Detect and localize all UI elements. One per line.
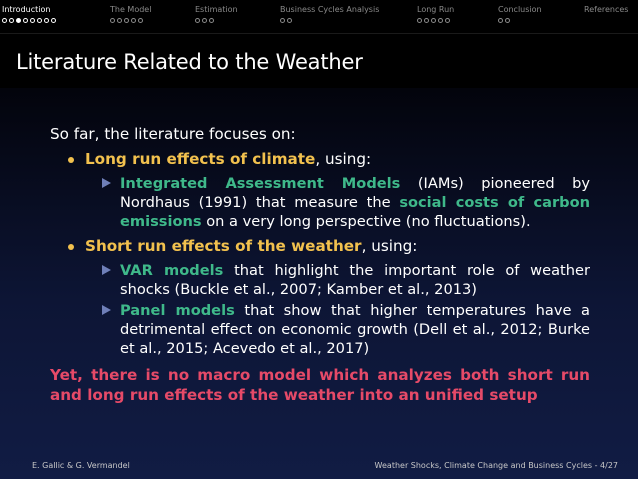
footer-page-number[interactable]: 4/27 [600, 461, 618, 470]
nav-section-estimation[interactable] [195, 5, 238, 23]
sub-text: that highlight the important role of weather shocks (Buckle et al., 2007; Kamber et al., 2013) [120, 262, 590, 298]
nav-section-introduction[interactable] [2, 5, 56, 23]
nav-section-references[interactable] [584, 5, 628, 14]
highlight-iams: Integrated Assessment Models [120, 175, 401, 192]
intro-text: So far, the literature focuses on: [50, 125, 296, 143]
nav-dot-icon[interactable] [23, 18, 28, 23]
nav-dots[interactable] [498, 18, 542, 23]
footer-talk-title: Weather Shocks, Climate Change and Business Cycles [374, 461, 593, 470]
footer-right [375, 461, 618, 470]
nav-dot-icon[interactable] [51, 18, 56, 23]
nav-label: References [584, 5, 629, 14]
sub-item-var [50, 261, 590, 299]
nav-dot-icon[interactable] [110, 18, 115, 23]
sub-text: that show that higher temperatures have a detrimental effect on economic growth (Dell et al., 2012; Burke et al., 2015; Acevedo et al., 2017) [120, 302, 591, 357]
nav-dot-icon[interactable] [202, 18, 207, 23]
nav-dot-icon[interactable] [30, 18, 35, 23]
slide-title: Literature Related to the Weather [16, 50, 363, 74]
highlight-panel: Panel models [120, 302, 235, 319]
triangle-bullet-icon [102, 305, 111, 315]
nav-dot-icon[interactable] [209, 18, 214, 23]
sub-text: on a very long perspective (no fluctuations). [201, 213, 531, 230]
highlight-var: VAR models [120, 262, 224, 279]
bullet-dot-icon [68, 244, 74, 250]
nav-label: Long Run [417, 5, 455, 14]
item-tail: , using: [361, 237, 418, 255]
nav-label: The Model [110, 5, 152, 14]
nav-section-long-run[interactable] [417, 5, 454, 23]
nav-dots[interactable] [417, 18, 454, 23]
nav-dot-icon[interactable] [37, 18, 42, 23]
nav-dot-icon[interactable] [138, 18, 143, 23]
footer-authors: E. Gallic & G. Vermandel [32, 461, 130, 470]
nav-dot-icon[interactable] [44, 18, 49, 23]
nav-dot-icon[interactable] [131, 18, 136, 23]
bullet-item-long-run [50, 150, 590, 169]
footer-separator: - [592, 461, 601, 470]
nav-dot-icon[interactable] [498, 18, 503, 23]
nav-dots[interactable] [2, 18, 56, 23]
bullet-dot-icon [68, 157, 74, 163]
nav-dot-icon[interactable] [431, 18, 436, 23]
slide-body [50, 125, 590, 360]
nav-label: Business Cycles Analysis [280, 5, 380, 14]
nav-section-conclusion[interactable] [498, 5, 542, 23]
sub-text: (IAMs) pioneered by Nordhaus (1991) that measure the [120, 175, 590, 211]
nav-dot-icon[interactable] [117, 18, 122, 23]
nav-label: Estimation [195, 5, 238, 14]
nav-dot-icon[interactable] [2, 18, 7, 23]
nav-dots[interactable] [195, 18, 238, 23]
highlight-social-costs: social costs of carbon emissions [120, 194, 590, 230]
highlight-short-run: Short run effects of the weather [85, 237, 362, 255]
nav-dot-icon[interactable] [424, 18, 429, 23]
highlight-long-run: Long run effects of climate [85, 150, 316, 168]
sub-item-iams [50, 174, 590, 231]
nav-dot-icon[interactable] [445, 18, 450, 23]
nav-dot-icon[interactable] [287, 18, 292, 23]
nav-dot-icon[interactable] [438, 18, 443, 23]
bullet-item-short-run [50, 237, 590, 256]
nav-label: Introduction [2, 5, 51, 14]
nav-dots[interactable] [280, 18, 379, 23]
nav-section-business-cycles-analysis[interactable] [280, 5, 379, 23]
nav-dots[interactable] [110, 18, 151, 23]
nav-dot-icon[interactable] [505, 18, 510, 23]
nav-dot-icon[interactable] [16, 18, 21, 23]
sub-item-panel [50, 301, 590, 358]
triangle-bullet-icon [102, 178, 111, 188]
triangle-bullet-icon [102, 265, 111, 275]
nav-dot-icon[interactable] [280, 18, 285, 23]
conclusion-text: Yet, there is no macro model which analyzes both short run and long run effects of the weather into an unified setup [50, 366, 590, 404]
nav-dot-icon[interactable] [417, 18, 422, 23]
nav-dot-icon[interactable] [9, 18, 14, 23]
nav-dot-icon[interactable] [195, 18, 200, 23]
item-tail: , using: [315, 150, 372, 168]
nav-label: Conclusion [498, 5, 542, 14]
navigation-bar [0, 0, 638, 34]
nav-section-the-model[interactable] [110, 5, 151, 23]
nav-dot-icon[interactable] [124, 18, 129, 23]
